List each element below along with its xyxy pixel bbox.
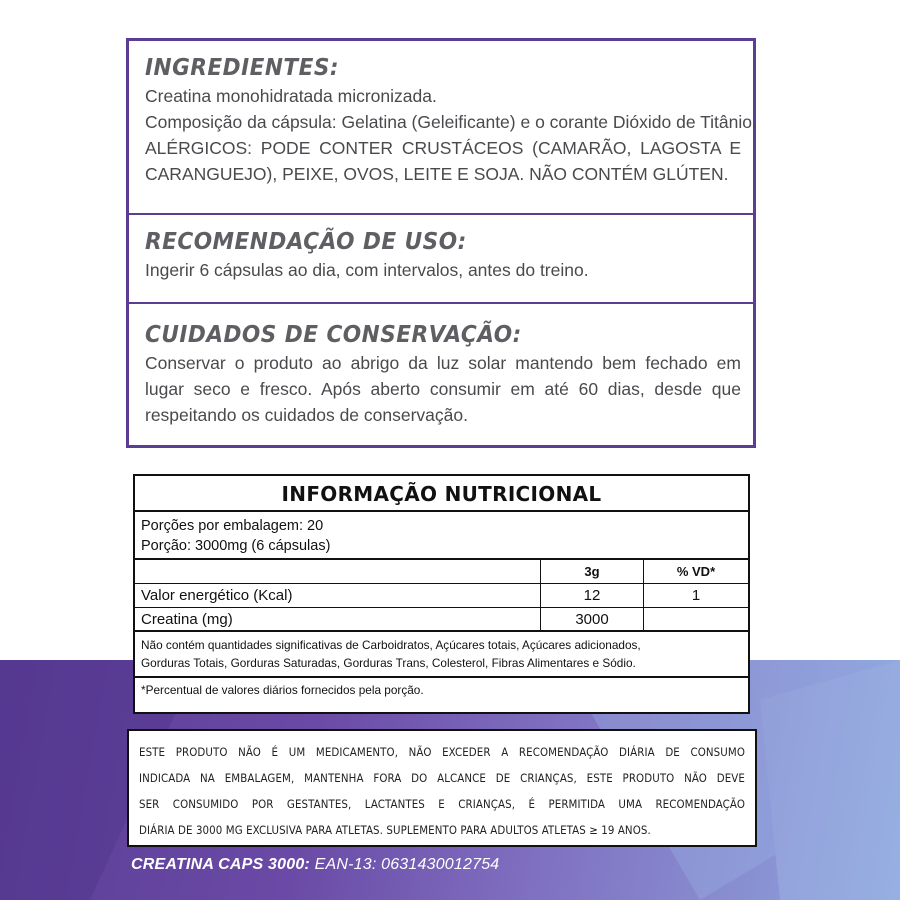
servings-per-package: Porções por embalagem: 20 xyxy=(141,518,324,534)
ingredients-title: INGREDIENTES: xyxy=(145,55,340,81)
nutrition-note xyxy=(135,632,748,678)
nutrition-title: INFORMAÇÃO NUTRICIONAL xyxy=(135,476,748,512)
product-name: CREATINA CAPS 3000: xyxy=(131,856,310,873)
nutrient-name: Creatina (mg) xyxy=(135,608,541,630)
warning-box xyxy=(127,729,757,847)
header-dv: % VD* xyxy=(676,564,716,579)
storage-title: CUIDADOS DE CONSERVAÇÃO: xyxy=(145,322,522,348)
header-amount: 3g xyxy=(541,560,644,583)
nutrient-amount: 3000 xyxy=(541,608,644,630)
note-line: Não contém quantidades significativas de Carboidratos, Açúcares totais, Açúcares adicionados, xyxy=(141,638,641,652)
serving-size: Porção: 3000mg (6 cápsulas) xyxy=(141,538,331,554)
table-row xyxy=(135,584,748,608)
warning-line: ESTE PRODUTO NÃO É UM MEDICAMENTO, NÃO EXCEDER A RECOMENDAÇÃO DIÁRIA DE CONSUMO xyxy=(139,745,745,759)
table-header-row xyxy=(135,560,748,584)
info-panel xyxy=(126,38,756,448)
ean-code: EAN-13: 0631430012754 xyxy=(309,856,500,873)
nutrient-name: Valor energético (Kcal) xyxy=(135,584,541,607)
nutrition-table xyxy=(133,474,750,714)
ingredients-line: Creatina monohidratada micronizada. xyxy=(145,86,437,106)
ingredients-line: CARANGUEJO), PEIXE, OVOS, LEITE E SOJA. NÃO CONTÉM GLÚTEN. xyxy=(145,164,729,184)
nutrient-dv: 1 xyxy=(691,587,701,604)
usage-title: RECOMENDAÇÃO DE USO: xyxy=(145,229,467,255)
nutrient-dv xyxy=(644,608,748,630)
ingredients-line: ALÉRGICOS: PODE CONTER CRUSTÁCEOS (CAMARÃO, LAGOSTA E xyxy=(145,138,741,158)
usage-section xyxy=(129,215,753,302)
usage-line: Ingerir 6 cápsulas ao dia, com intervalos, antes do treino. xyxy=(145,260,589,280)
warning-line: DIÁRIA DE 3000 MG EXCLUSIVA PARA ATLETAS. SUPLEMENTO PARA ADULTOS ATLETAS ≥ 19 ANOS. xyxy=(139,823,651,837)
ingredients-line: Composição da cápsula: Gelatina (Geleificante) e o corante Dióxido de Titânio. xyxy=(145,112,757,132)
warning-line: SER CONSUMIDO POR GESTANTES, LACTANTES E CRIANÇAS, É PERMITIDA UMA RECOMENDAÇÃO xyxy=(139,797,745,811)
nutrient-amount: 12 xyxy=(541,584,644,607)
storage-line: respeitando os cuidados de conservação. xyxy=(145,405,468,425)
table-row xyxy=(135,608,748,632)
storage-section xyxy=(129,304,753,428)
portions-block xyxy=(135,512,748,560)
nutrition-footnote: *Percentual de valores diários fornecidos pela porção. xyxy=(141,683,424,697)
ingredients-section xyxy=(129,41,757,213)
storage-line: Conservar o produto ao abrigo da luz solar mantendo bem fechado em xyxy=(145,353,741,373)
storage-line: lugar seco e fresco. Após aberto consumir em até 60 dias, desde que xyxy=(145,379,741,399)
warning-line: INDICADA NA EMBALAGEM, MANTENHA FORA DO ALCANCE DE CRIANÇAS, ESTE PRODUTO NÃO DEVE xyxy=(139,771,745,785)
product-ean-line xyxy=(131,856,499,874)
header-empty-cell xyxy=(135,560,541,583)
note-line: Gorduras Totais, Gorduras Saturadas, Gorduras Trans, Colesterol, Fibras Alimentares e Sódio. xyxy=(141,656,636,670)
